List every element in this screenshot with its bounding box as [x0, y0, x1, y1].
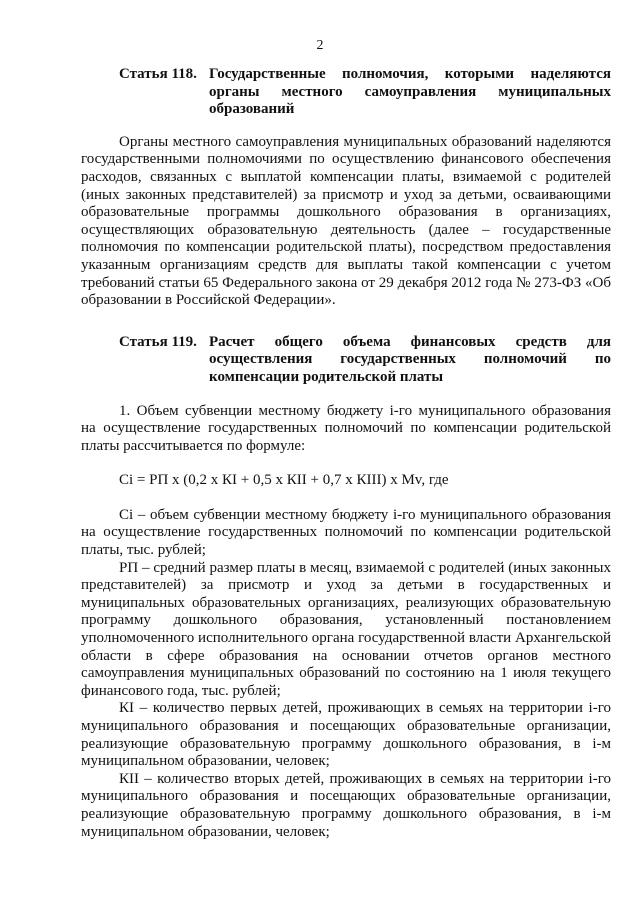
article-119-title: Расчет общего объема финансовых средств для осуществления государственных полномочий по компенсации родительской платы	[209, 333, 611, 385]
document-body	[81, 66, 611, 841]
article-119-label: Статья 119.	[119, 333, 197, 350]
article-118-heading	[81, 66, 611, 119]
subvention-formula: Сi = РП х (0,2 х КI + 0,5 х КII + 0,7 х КIII) х Мv, где	[119, 472, 449, 489]
definition-k2: КII – количество вторых детей, проживающих в семьях на территории i-го муниципального образования и посещающих образовательные организации, реализующие образовательную программу дошкольного образования, в i-м муниципальном образовании, человек;	[81, 770, 611, 840]
definition-ci: Сi – объем субвенции местному бюджету i-го муниципального образования на осуществление государственных полномочий по компенсации родительской платы, тыс. рублей;	[81, 506, 611, 559]
definition-rp: РП – средний размер платы в месяц, взимаемой с родителей (иных законных представителей) за присмотр и уход за детьми в государственных и муниципальных образовательных организациях, реализующих образовательную программу дошкольного образования, установленный постановлением уполномоченного исполнительного органа государственной власти Архангельской области в сфере образования на основании отчетов органов местного самоуправления муниципальных образований по состоянию на 1 июля текущего финансового года, тыс. рублей;	[81, 559, 611, 699]
article-118-paragraph: Органы местного самоуправления муниципальных образований наделяются государственными полномочиями по осуществлению финансового обеспечения расходов, связанных с выплатой компенсации платы, взимаемой с родителей (иных законных представителей) за присмотр и уход за детьми, осваивающими образовательные программы дошкольного образования в организациях, осуществляющих образовательную деятельность (далее – государственные полномочия по компенсации родительской платы), посредством предоставления указанным организациям средств для выплаты такой компенсации с учетом требований статьи 65 Федерального закона от 29 декабря 2012 года № 273-ФЗ «Об образовании в Российской Федерации».	[81, 133, 611, 309]
article-119-item-1: 1. Объем субвенции местному бюджету i-го муниципального образования на осуществление государственных полномочий по компенсации родительской платы рассчитывается по формуле:	[81, 402, 611, 454]
page-number: 2	[316, 38, 324, 53]
definition-k1: КI – количество первых детей, проживающих в семьях на территории i-го муниципального образования и посещающих образовательные организации, реализующие образовательную программу дошкольного образования, в i-м муниципальном образовании, человек;	[81, 700, 611, 770]
article-118-title: Государственные полномочия, которыми наделяются органы местного самоуправления муниципальных образований	[209, 66, 611, 118]
article-118-label: Статья 118.	[119, 66, 197, 82]
article-119-heading	[81, 334, 611, 387]
